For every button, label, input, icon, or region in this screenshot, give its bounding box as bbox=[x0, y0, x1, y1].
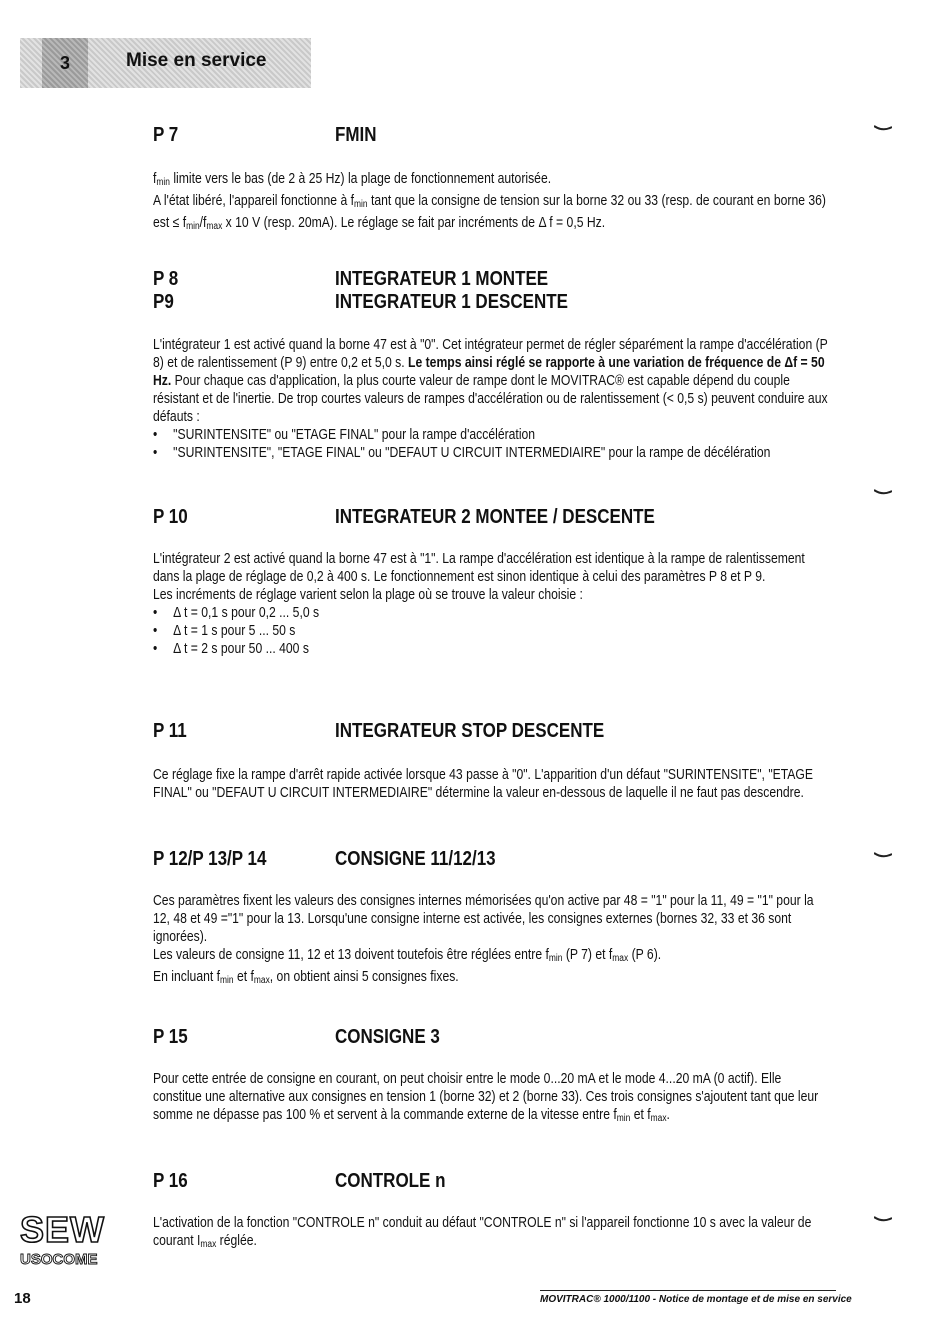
bullet-item: • Δ t = 1 s pour 5 ... 50 s bbox=[173, 622, 833, 640]
bullet-item: • "SURINTENSITE", "ETAGE FINAL" ou "DEFAUT U CIRCUIT INTERMEDIAIRE" pour la rampe de décélération bbox=[173, 444, 833, 462]
chapter-number: 3 bbox=[42, 38, 88, 88]
param-code: P9 bbox=[153, 291, 174, 313]
desc-line: A l'état libéré, l'appareil fonctionne à $f_{min}$ tant que la consigne de tension sur la borne 32 ou 33 (resp. de courant en borne 36) est ≤ $f_{min}/f_{max}$ x 10 V (resp. 20mA). Le réglage se fait par incréments de Δ f = 0,5 Hz. bbox=[153, 193, 826, 232]
param-title: CONSIGNE 3 bbox=[335, 1026, 440, 1048]
param-code: P 15 bbox=[153, 1026, 188, 1048]
bullet-list bbox=[153, 604, 833, 658]
desc-line: L'intégrateur 2 est activé quand la borne 47 est à "1". La rampe d'accélération est identique à la rampe de ralentissement dans la plage de réglage de 0,2 à 400 s. Le fonctionnement est sinon identique à celui des paramètres P 8 et P 9. bbox=[153, 551, 805, 585]
sew-usocome-logo bbox=[18, 1208, 124, 1268]
param-title: INTEGRATEUR 2 MONTEE / DESCENTE bbox=[335, 506, 655, 528]
margin-mark bbox=[874, 125, 892, 131]
chapter-header bbox=[20, 38, 311, 88]
param-title: INTEGRATEUR 1 MONTEE bbox=[335, 268, 549, 290]
bullet-list bbox=[153, 426, 833, 462]
desc-line: L'activation de la fonction "CONTROLE n" conduit au défaut "CONTROLE n" si l'appareil fonctionne 10 s avec la valeur de courant $I_{max}$ réglée. bbox=[153, 1215, 812, 1250]
param-description bbox=[153, 1214, 833, 1254]
param-description bbox=[153, 1070, 833, 1128]
param-code: P 10 bbox=[153, 506, 188, 528]
param-description bbox=[153, 170, 833, 236]
param-description bbox=[153, 550, 833, 658]
logo-text-sew: SEW bbox=[20, 1209, 106, 1250]
footer-text: MOVITRAC® 1000/1100 - Notice de montage et de mise en service bbox=[540, 1294, 852, 1305]
page-number: 18 bbox=[14, 1290, 31, 1307]
param-code: P 12/P 13/P 14 bbox=[153, 848, 267, 870]
margin-mark bbox=[874, 852, 892, 858]
param-code: P 8 bbox=[153, 268, 179, 290]
bullet-item: • Δ t = 2 s pour 50 ... 400 s bbox=[173, 640, 833, 658]
margin-mark bbox=[874, 1216, 892, 1222]
param-description bbox=[153, 336, 833, 462]
param-title: INTEGRATEUR 1 DESCENTE bbox=[335, 291, 568, 313]
param-title: FMIN bbox=[335, 124, 377, 146]
desc-line: $f_{min}$ limite vers le bas (de 2 à 25 Hz) la plage de fonctionnement autorisée. bbox=[153, 171, 552, 188]
param-description bbox=[153, 892, 833, 990]
desc-line: En incluant $f_{min}$ et $f_{max}$, on obtient ainsi 5 consignes fixes. bbox=[153, 969, 459, 986]
logo-text-usocome: USOCOME bbox=[20, 1251, 98, 1268]
param-code: P 7 bbox=[153, 124, 179, 146]
chapter-title: Mise en service bbox=[126, 50, 267, 71]
param-title: CONTROLE n bbox=[335, 1170, 446, 1192]
desc-line: Ces paramètres fixent les valeurs des consignes internes mémorisées qu'on active par 48 = "1" pour la 11, 49 = "1" pour la 12, 48 et 49 ="1" pour la 13. Lorsqu'une consigne interne est activée, les consignes externes (bornes 32, 33 et 36 sont ignorées). bbox=[153, 893, 814, 945]
desc-line: Ce réglage fixe la rampe d'arrêt rapide activée lorsque 43 passe à "0". L'apparition d'un défaut "SURINTENSITE", "ETAGE FINAL" ou "DEFAUT U CIRCUIT INTERMEDIAIRE" détermine la valeur en-dessous de laquelle il ne faut pas descendre. bbox=[153, 767, 814, 801]
footer-rule bbox=[540, 1290, 836, 1291]
desc-line: L'intégrateur 1 est activé quand la borne 47 est à "0". Cet intégrateur permet de régler séparément la rampe d'accélération (P 8) et de ralentissement (P 9) entre 0,2 et 5,0 s. Le temps ainsi réglé se rapporte à une variation de fréquence de Δf = 50 Hz. Pour chaque cas d'application, la plus courte valeur de rampe dont le MOVITRAC® est capable dépend du couple résistant et de l'inertie. De trop courtes valeurs de rampes d'accélération ou de ralentissement (< 0,5 s) peuvent conduire aux défauts : bbox=[153, 337, 828, 425]
bullet-item: • "SURINTENSITE" ou "ETAGE FINAL" pour la rampe d'accélération bbox=[173, 426, 833, 444]
param-title: INTEGRATEUR STOP DESCENTE bbox=[335, 720, 605, 742]
param-code: P 16 bbox=[153, 1170, 188, 1192]
desc-line: Pour cette entrée de consigne en courant, on peut choisir entre le mode 0...20 mA et le mode 4...20 mA (0 actif). Elle constitue une alternative aux consignes en tension 1 (borne 32) et 2 (borne 33). Ces trois consignes s'ajoutent tant que leur somme ne dépasse pas 100 % et servent à la commande externe de la vitesse entre $f_{min}$ et $f_{max}$. bbox=[153, 1071, 819, 1124]
param-description bbox=[153, 766, 833, 802]
margin-mark bbox=[874, 489, 892, 495]
desc-line: Les incréments de réglage varient selon la plage où se trouve la valeur choisie : bbox=[153, 587, 583, 603]
param-code: P 11 bbox=[153, 720, 187, 742]
bullet-item: • Δ t = 0,1 s pour 0,2 ... 5,0 s bbox=[173, 604, 833, 622]
param-title: CONSIGNE 11/12/13 bbox=[335, 848, 496, 870]
desc-line: Les valeurs de consigne 11, 12 et 13 doivent toutefois être réglées entre $f_{min}$ (P 7) et $f_{max}$ (P 6). bbox=[153, 947, 662, 964]
